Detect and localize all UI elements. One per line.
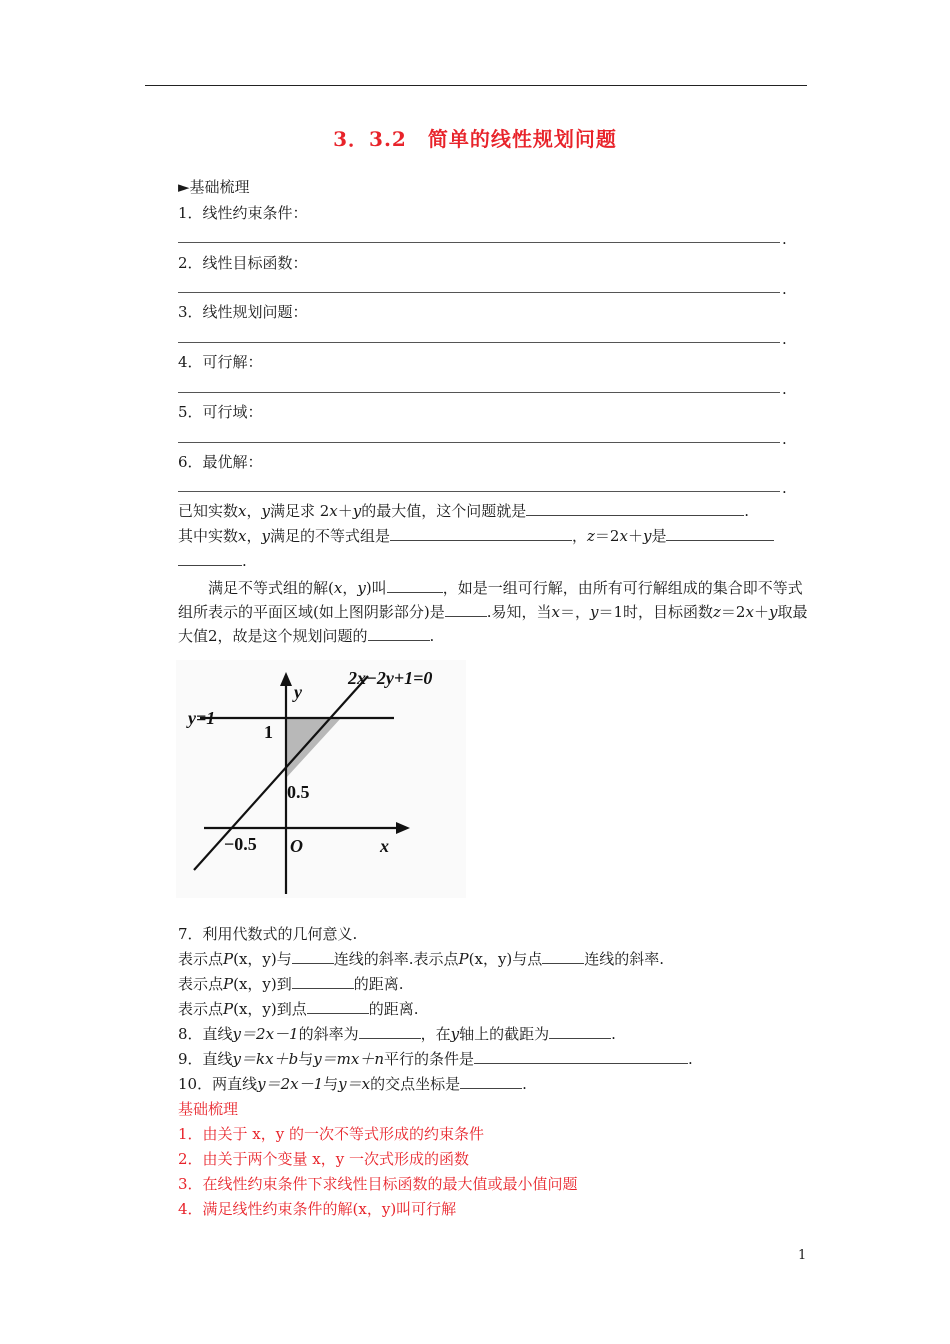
page-title: 3．3.2 简单的线性规划问题 (333, 127, 617, 151)
item-6: 6．最优解： (178, 453, 263, 471)
x-axis-label: x (380, 836, 389, 856)
q8-line: 8．直线y＝2x－1的斜率为 ，在y轴上的截距为 . (178, 1025, 616, 1043)
fill-line-4 (178, 392, 780, 393)
y-eq-1-label: y=1 (188, 708, 216, 728)
answer-blank[interactable] (445, 602, 487, 617)
line-label: 2x−2y+1=0 (348, 668, 433, 688)
fill-line-6 (178, 491, 780, 492)
example-line-1: 已知实数x，y满足求 2x＋y的最大值，这个问题就是 . (178, 502, 750, 520)
answer-2: 2．由关于两个变量 x，y 一次式形成的函数 (178, 1150, 470, 1168)
feasible-region-graph (176, 660, 466, 898)
q7-heading: 7．利用代数式的几何意义. (178, 925, 358, 943)
example-line-2: 其中实数x，y满足的不等式组是 ，z＝2x＋y是 (178, 526, 774, 546)
answer-blank[interactable] (292, 949, 334, 964)
answer-blank[interactable] (178, 551, 242, 566)
answers-heading: 基础梳理 (178, 1100, 239, 1118)
answer-blank[interactable] (292, 974, 354, 989)
answer-blank[interactable] (460, 1074, 522, 1089)
example-line-2-cont: . (178, 551, 247, 571)
section-heading: ►基础梳理 (178, 178, 250, 196)
period-6: . (782, 479, 787, 497)
fill-line-1 (178, 242, 780, 243)
answer-blank[interactable] (666, 526, 774, 541)
y-axis-label: y (294, 682, 302, 702)
period-4: . (782, 380, 787, 398)
answer-blank[interactable] (542, 949, 584, 964)
q7-line-2: 表示点P(x，y)到 的距离. (178, 975, 404, 993)
answer-blank[interactable] (387, 578, 443, 593)
period-5: . (782, 430, 787, 448)
answer-3: 3．在线性约束条件下求线性目标函数的最大值或最小值问题 (178, 1175, 578, 1193)
item-2: 2．线性目标函数： (178, 254, 308, 272)
answer-blank[interactable] (307, 999, 369, 1014)
answer-4: 4．满足线性约束条件的解(x，y)叫可行解 (178, 1200, 457, 1218)
period-2: . (782, 280, 787, 298)
page-number: 1 (798, 1248, 807, 1263)
fill-line-5 (178, 442, 780, 443)
answer-blank[interactable] (368, 626, 430, 641)
item-3: 3．线性规划问题： (178, 303, 308, 321)
origin-label: O (290, 836, 303, 856)
header-rule (145, 85, 807, 86)
q7-line-3: 表示点P(x，y)到点 的距离. (178, 1000, 419, 1018)
tick-1-label: 1 (264, 722, 273, 742)
period-1: . (782, 230, 787, 248)
item-1: 1．线性约束条件： (178, 204, 308, 222)
q7-line-1: 表示点P(x，y)与 连线的斜率.表示点P(x，y)与点 连线的斜率. (178, 950, 665, 968)
answer-blank[interactable] (526, 501, 744, 516)
fill-line-2 (178, 292, 780, 293)
tick-05-label: 0.5 (287, 782, 310, 802)
graph-background (176, 660, 466, 898)
item-5: 5．可行域： (178, 403, 263, 421)
tick-neg05-label: −0.5 (224, 834, 257, 854)
period-3: . (782, 330, 787, 348)
answer-1: 1．由关于 x，y 的一次不等式形成的约束条件 (178, 1125, 485, 1143)
answer-blank[interactable] (474, 1049, 688, 1064)
answer-blank[interactable] (390, 526, 572, 541)
item-4: 4．可行解： (178, 353, 263, 371)
example-paragraph: 满足不等式组的解(x，y)叫 ，如是一组可行解，由所有可行解组成的集合即不等式组所表示的平面区域(如上图阴影部分)是 .易知，当x＝，y＝1时，目标函数z＝2x＋y取最大值2，故是这个规划问题的 . (178, 579, 808, 645)
fill-line-3 (178, 342, 780, 343)
answer-blank[interactable] (359, 1024, 421, 1039)
answer-blank[interactable] (549, 1024, 611, 1039)
q9-line: 9．直线y＝kx＋b与y＝mx＋n平行的条件是 . (178, 1050, 693, 1068)
q10-line: 10．两直线y＝2x－1与y＝x的交点坐标是 . (178, 1075, 527, 1093)
